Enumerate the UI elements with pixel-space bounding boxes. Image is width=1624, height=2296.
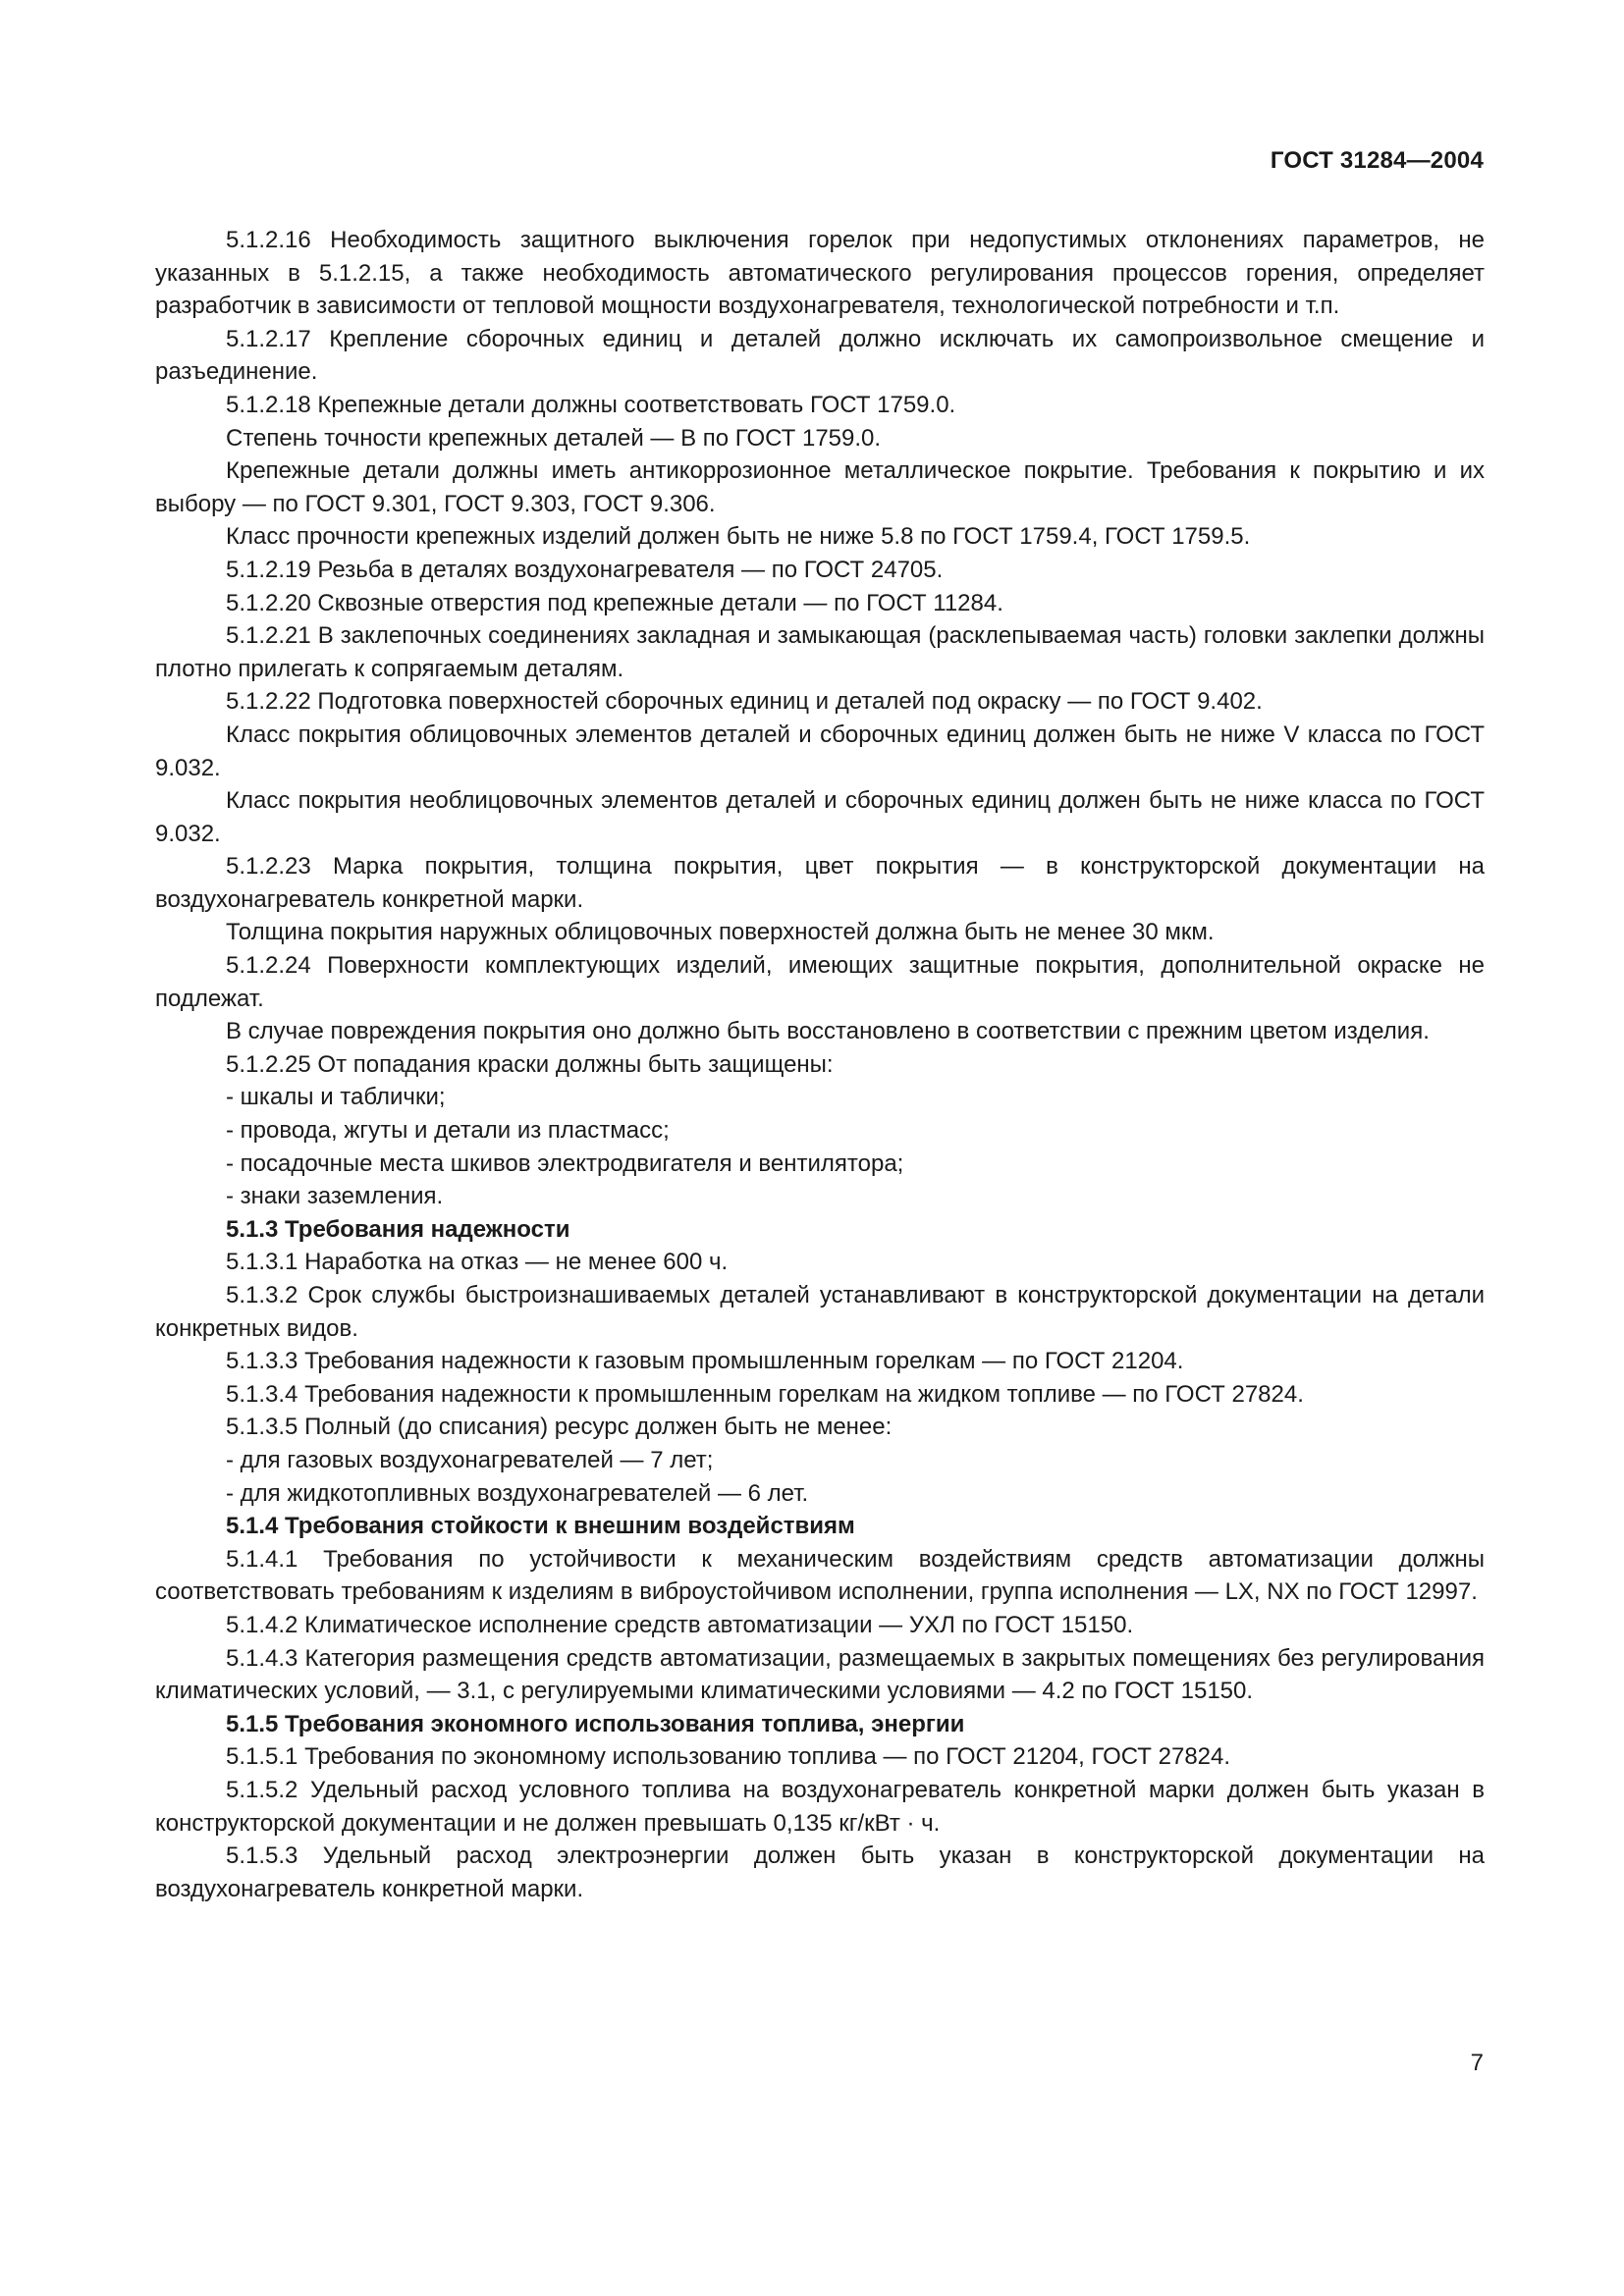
paragraph: 5.1.2.16 Необходимость защитного выключения горелок при недопустимых отклонениях параметров, не указанных в 5.1.2.15, а также необходимость автоматического регулирования процессов горения, определяет разработчик в зависимости от тепловой мощности воздухонагревателя, технологической потребности и т.п. [155,227,1485,320]
paragraph: 5.1.3.4 Требования надежности к промышленным горелкам на жидком топливе — по ГОСТ 27824. [226,1380,1304,1408]
list-item: - посадочные места шкивов электродвигателя и вентилятора; [226,1149,904,1177]
paragraph: 5.1.2.18 Крепежные детали должны соответствовать ГОСТ 1759.0. [226,391,956,418]
paragraph: 5.1.2.24 Поверхности комплектующих изделий, имеющих защитные покрытия, дополнительной окраске не подлежат. [155,952,1485,1012]
paragraph: 5.1.5.1 Требования по экономному использованию топлива — по ГОСТ 21204, ГОСТ 27824. [226,1743,1231,1771]
paragraph: 5.1.3.1 Наработка на отказ — не менее 600 ч. [226,1249,729,1276]
list-item: - для жидкотопливных воздухонагревателей — 6 лет. [226,1479,809,1507]
paragraph: 5.1.5.3 Удельный расход электроэнергии должен быть указан в конструкторской документации на воздухонагреватель конкретной марки. [155,1842,1485,1902]
list-item: - провода, жгуты и детали из пластмасс; [226,1117,670,1145]
paragraph: Крепежные детали должны иметь антикоррозионное металлическое покрытие. Требования к покрытию и их выбору — по ГОСТ 9.301, ГОСТ 9.303, ГОСТ 9.306. [155,457,1485,517]
paragraph: Степень точности крепежных деталей — В по ГОСТ 1759.0. [226,424,882,452]
paragraph: 5.1.2.22 Подготовка поверхностей сборочных единиц и деталей под окраску — по ГОСТ 9.402. [226,688,1263,716]
paragraph: Класс покрытия необлицовочных элементов деталей и сборочных единиц должен быть не ниже класса по ГОСТ 9.032. [155,787,1485,847]
paragraph: 5.1.2.17 Крепление сборочных единиц и деталей должно исключать их самопроизвольное смещение и разъединение. [155,325,1485,386]
paragraph: 5.1.4.3 Категория размещения средств автоматизации, размещаемых в закрытых помещениях без регулирования климатических условий, — 3.1, с регулируемыми климатическими условиями — 4.2 по ГОСТ 15150. [155,1644,1485,1705]
paragraph: 5.1.3.2 Срок службы быстроизнашиваемых деталей устанавливают в конструкторской документации на детали конкретных видов. [155,1282,1485,1342]
paragraph: 5.1.2.23 Марка покрытия, толщина покрытия, цвет покрытия — в конструкторской документации на воздухонагреватель конкретной марки. [155,853,1485,913]
paragraph: Толщина покрытия наружных облицовочных поверхностей должна быть не менее 30 мкм. [226,919,1215,946]
paragraph: 5.1.4.2 Климатическое исполнение средств автоматизации — УХЛ по ГОСТ 15150. [226,1611,1134,1638]
section-heading: 5.1.4 Требования стойкости к внешним воздействиям [226,1513,855,1540]
paragraph: Класс покрытия облицовочных элементов деталей и сборочных единиц должен быть не ниже V класса по ГОСТ 9.032. [155,721,1486,781]
document-header: ГОСТ 31284—2004 [1270,147,1484,174]
list-item: - для газовых воздухонагревателей — 7 лет; [226,1446,714,1473]
document-body [155,224,1485,1905]
section-heading: 5.1.5 Требования экономного использования топлива, энергии [226,1710,965,1737]
page-number: 7 [1470,2050,1484,2076]
paragraph: Класс прочности крепежных изделий должен быть не ниже 5.8 по ГОСТ 1759.4, ГОСТ 1759.5. [226,523,1251,551]
paragraph: В случае повреждения покрытия оно должно быть восстановлено в соответствии с прежним цветом изделия. [226,1018,1430,1045]
paragraph: 5.1.4.1 Требования по устойчивости к механическим воздействиям средств автоматизации должны соответствовать требованиям к изделиям в виброустойчивом исполнении, группа исполнения — LX, NX по ГОСТ 12997. [155,1545,1485,1606]
section-heading: 5.1.3 Требования надежности [226,1215,570,1243]
paragraph: 5.1.2.19 Резьба в деталях воздухонагревателя — по ГОСТ 24705. [226,556,944,583]
list-item: - шкалы и таблички; [226,1084,446,1111]
paragraph: 5.1.3.5 Полный (до списания) ресурс должен быть не менее: [226,1414,893,1441]
paragraph: 5.1.5.2 Удельный расход условного топлива на воздухонагреватель конкретной марки должен быть указан в конструкторской документации и не должен превышать 0,135 кг/кВт · ч. [155,1776,1485,1837]
paragraph: 5.1.2.20 Сквозные отверстия под крепежные детали — по ГОСТ 11284. [226,589,1003,616]
paragraph: 5.1.2.25 От попадания краски должны быть защищены: [226,1050,834,1078]
list-item: - знаки заземления. [226,1183,444,1210]
paragraph: 5.1.3.3 Требования надежности к газовым промышленным горелкам — по ГОСТ 21204. [226,1348,1184,1375]
paragraph: 5.1.2.21 В заклепочных соединениях закладная и замыкающая (расклепываемая часть) головки заклепки должны плотно прилегать к сопрягаемым деталям. [155,622,1485,682]
